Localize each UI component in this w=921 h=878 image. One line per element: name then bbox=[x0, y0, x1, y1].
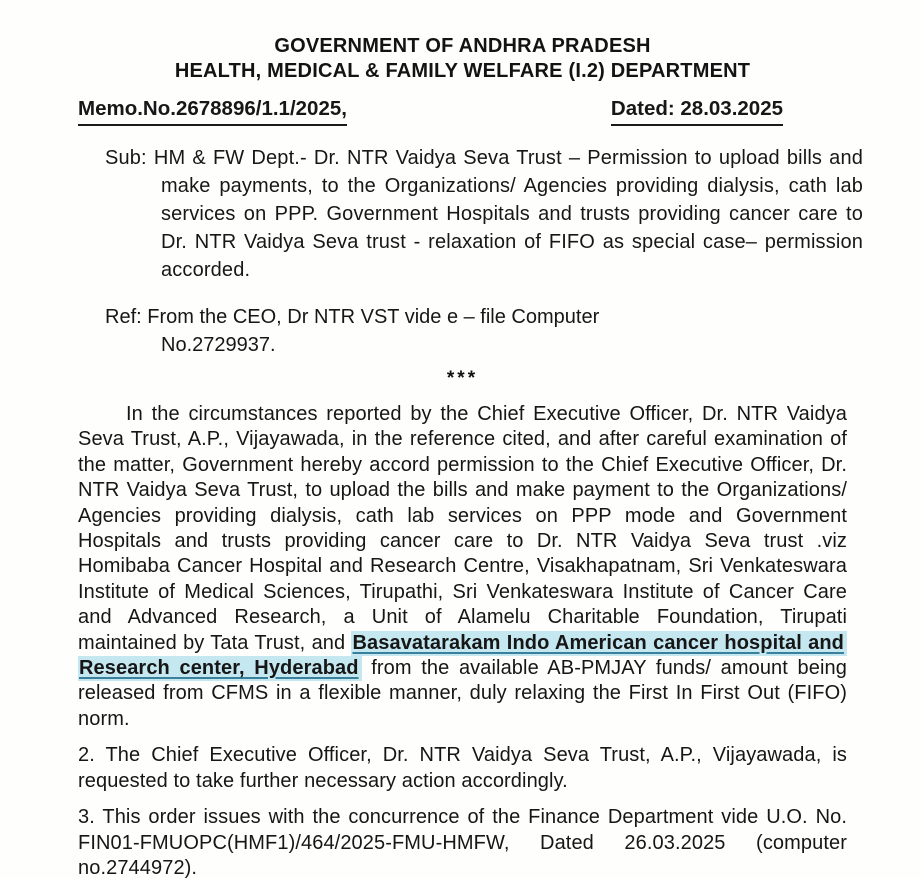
header-department-line: HEALTH, MEDICAL & FAMILY WELFARE (I.2) DEPARTMENT bbox=[174, 60, 751, 82]
memo-date: Dated: 28.03.2025 bbox=[611, 97, 783, 126]
document-header bbox=[78, 34, 847, 84]
reference-text-line2: No.2729937. bbox=[161, 334, 276, 356]
highlighted-hospital-name: Basavatarakam Indo American cancer hospital and Research center, Hyderabad bbox=[78, 631, 847, 681]
subject-text: HM & FW Dept.- Dr. NTR Vaidya Seva Trust – Permission to upload bills and make payments, to the Organizations/ Agencies providing dialysis, cath lab services on PPP. Government Hospitals and trusts providing cancer care to Dr. NTR Vaidya Seva trust - relaxation of FIFO as special case– permission accorded. bbox=[153, 147, 863, 281]
paragraph-1-text-before-highlight: In the circumstances reported by the Chief Executive Officer, Dr. NTR Vaidya Seva Trust, A.P., Vijayawada, in the reference cited, and after careful examination of the matter, Government hereby accord permission to the Chief Executive Officer, Dr. NTR Vaidya Seva Trust, to upload the bills and make payment to the Organizations/ Agencies providing dialysis, cath lab services on PPP mode and Government Hospitals and trusts providing cancer care to Dr. NTR Vaidya Seva trust .viz Homibaba Cancer Hospital and Research Centre, Visakhapatnam, Sri Venkateswara Institute of Medical Sciences, Tirupathi, Sri Venkateswara Institute of Cancer Care and Advanced Research, a Unit of Alamelu Charitable Foundation, Tirupati maintained by Tata Trust, and bbox=[78, 403, 847, 654]
section-separator: *** bbox=[446, 368, 479, 389]
reference-label: Ref: bbox=[105, 306, 142, 328]
reference-block bbox=[105, 303, 863, 359]
subject-block bbox=[105, 144, 863, 284]
reference-text-line1: From the CEO, Dr NTR VST vide e – file Computer bbox=[147, 306, 600, 328]
subject-label: Sub: bbox=[105, 147, 147, 169]
order-paragraph-3: 3. This order issues with the concurrence of the Finance Department vide U.O. No. FIN01-FMUOPC(HMF1)/464/2025-FMU-HMFW, Dated 26.03.2025 (computer no.2744972). bbox=[78, 806, 847, 878]
memo-date-wrap bbox=[611, 97, 783, 126]
order-paragraph-2: 2. The Chief Executive Officer, Dr. NTR Vaidya Seva Trust, A.P., Vijayawada, is requested to take further necessary action accordingly. bbox=[78, 744, 847, 792]
memo-row bbox=[78, 97, 847, 126]
order-paragraph-1 bbox=[78, 402, 847, 732]
paragraph-1-text-after-highlight: from the available AB-PMJAY funds/ amount being released from CFMS in a flexible manner, duly relaxing the First In First Out (FIFO) norm. bbox=[78, 657, 847, 730]
header-government-line: GOVERNMENT OF ANDHRA PRADESH bbox=[274, 35, 651, 57]
memo-number: Memo.No.2678896/1.1/2025, bbox=[78, 97, 347, 126]
